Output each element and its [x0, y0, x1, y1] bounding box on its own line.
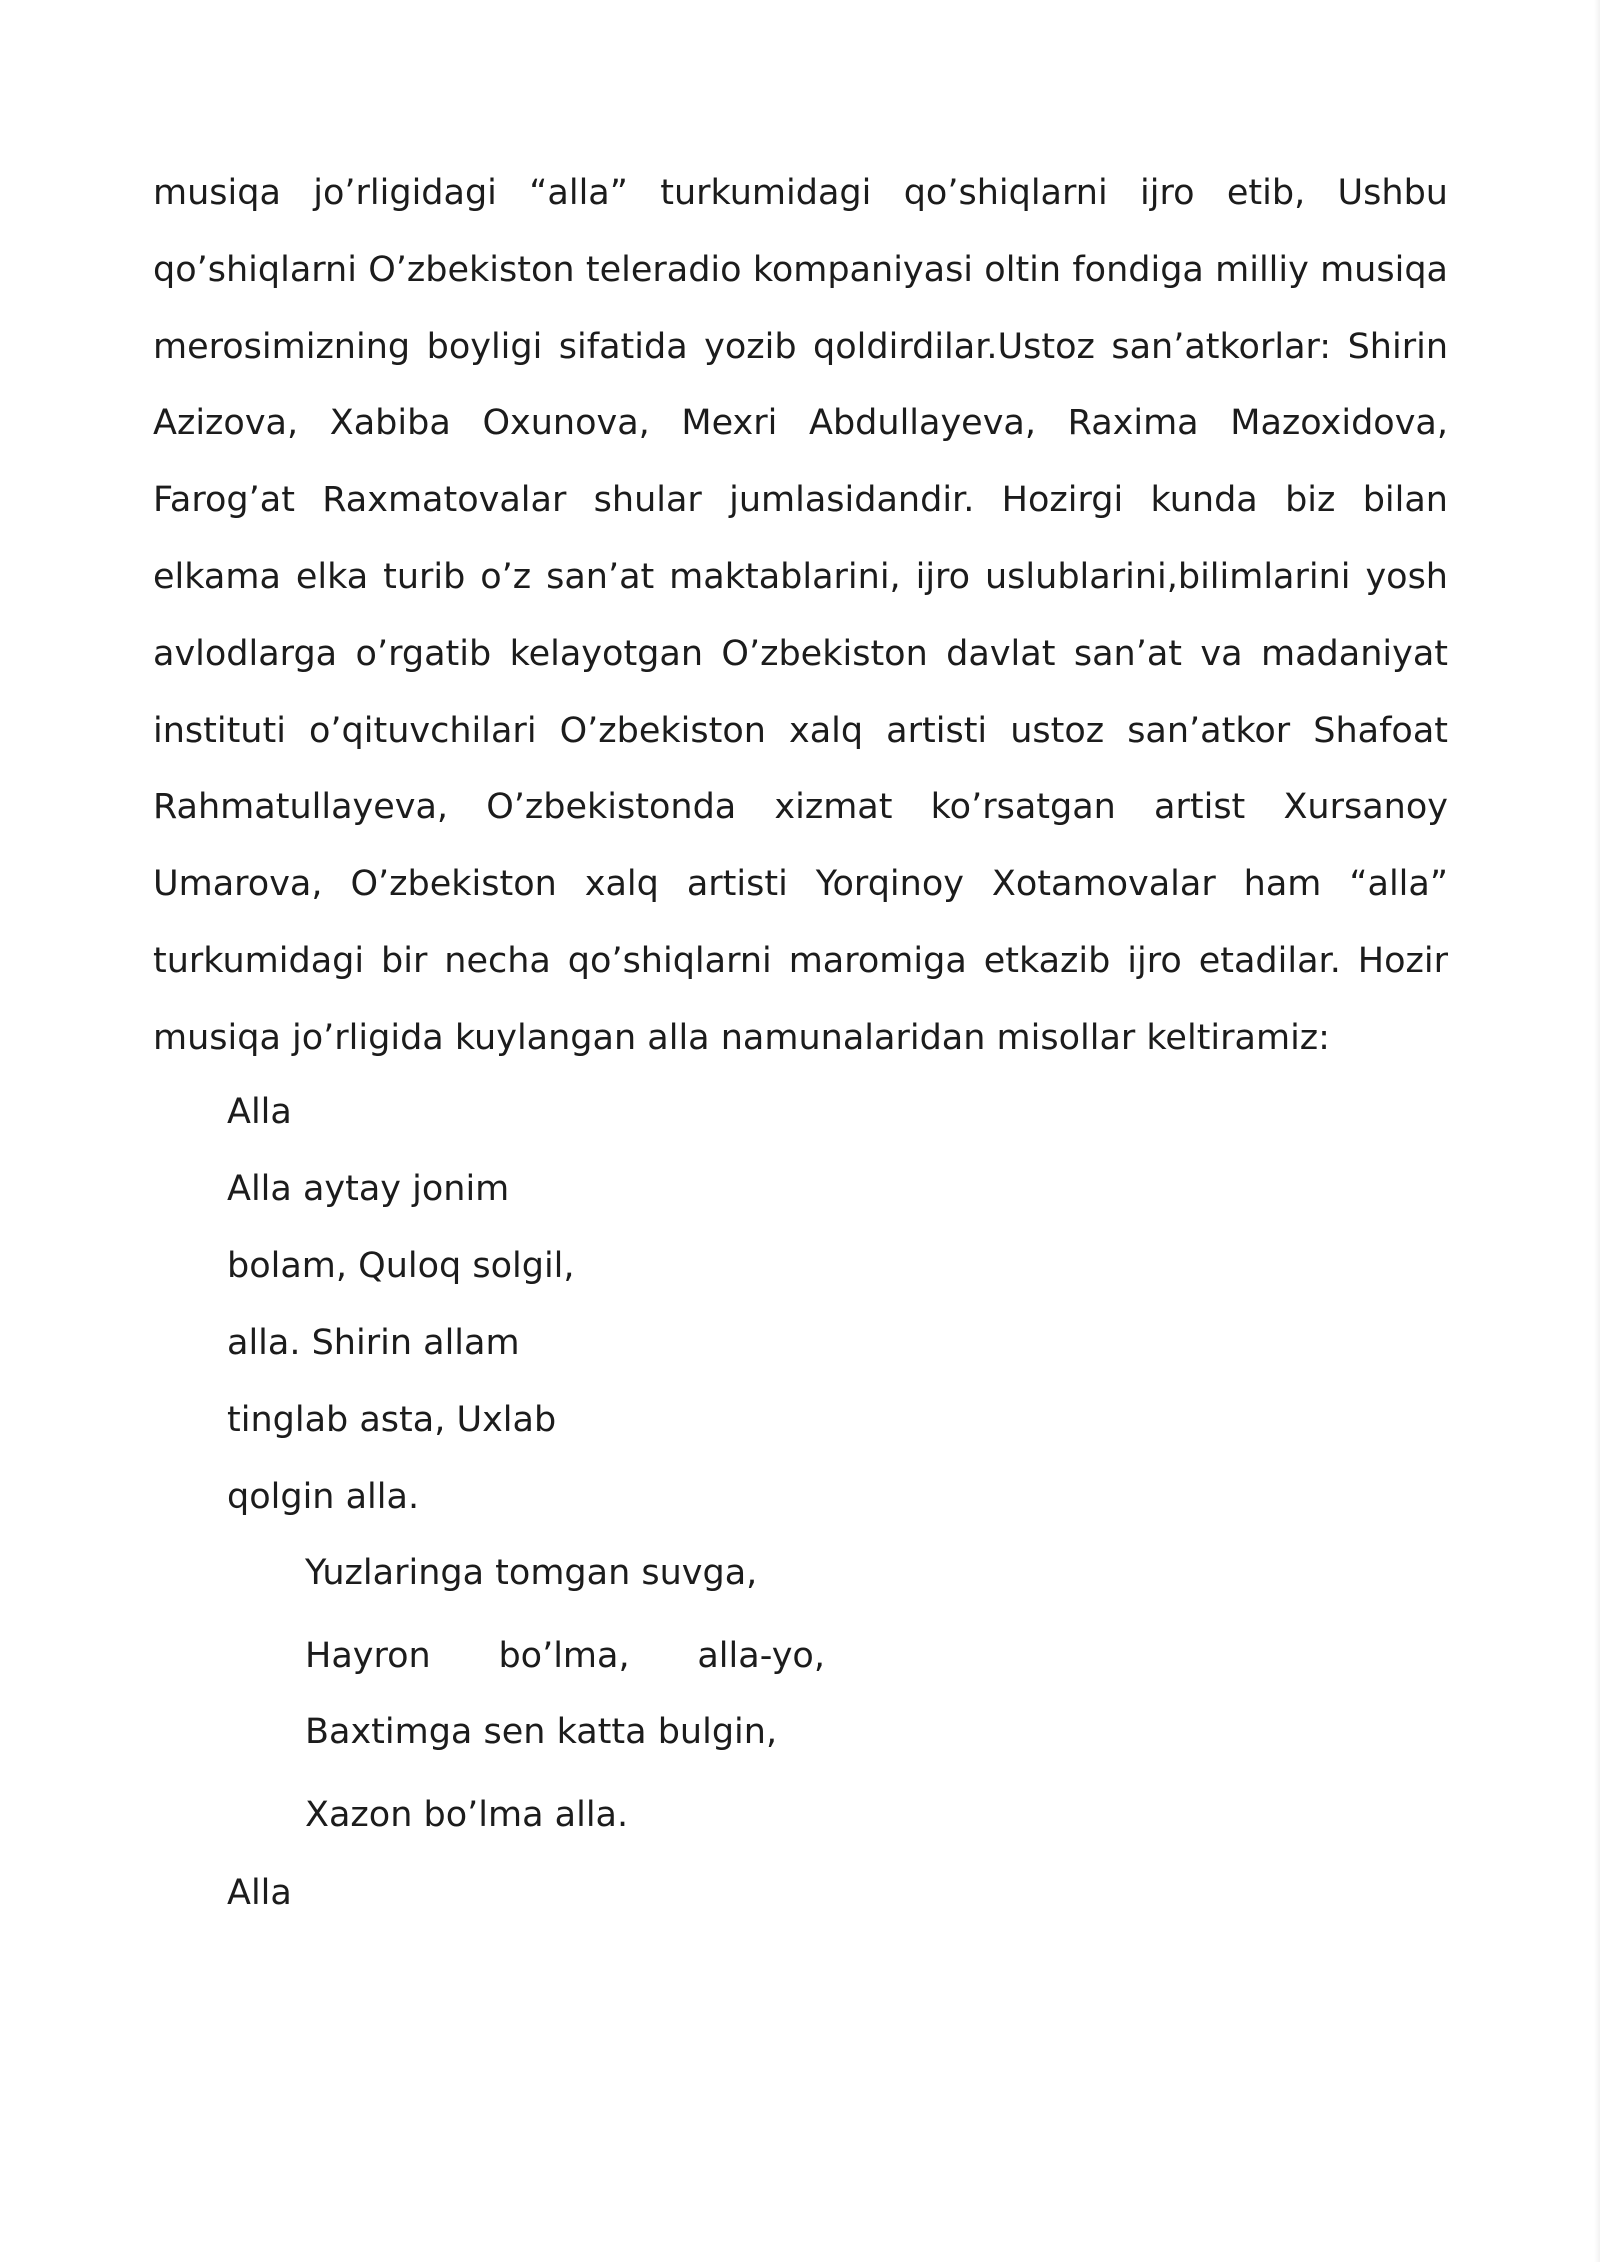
verse-line: Baxtimga sen katta bulgin, — [305, 1712, 778, 1752]
paragraph-line: instituti o’qituvchilari O’zbekiston xalq artisti ustoz san’atkor Shafoat — [153, 710, 1448, 751]
verse-line: alla. Shirin allam — [227, 1323, 520, 1363]
page-edge-shadow — [1594, 0, 1600, 2262]
verse-line: bolam, Quloq solgil, — [227, 1246, 575, 1286]
verse-word: Hayron — [305, 1636, 431, 1676]
verse-line: qolgin alla. — [227, 1477, 420, 1517]
verse-line: tinglab asta, Uxlab — [227, 1400, 557, 1440]
verse-word: bo’lma, — [498, 1636, 630, 1676]
song-closing: Alla — [227, 1873, 292, 1913]
paragraph-line: merosimizning boyligi sifatida yozib qoldirdilar.Ustoz san’atkorlar: Shirin — [153, 326, 1448, 367]
paragraph-line: Farog’at Raxmatovalar shular jumlasidandir. Hozirgi kunda biz bilan — [153, 480, 1448, 521]
paragraph-line: Umarova, O’zbekiston xalq artisti Yorqinoy Xotamovalar ham “alla” — [153, 864, 1448, 905]
paragraph-line: musiqa jo’rligidagi “alla” turkumidagi qo’shiqlarni ijro etib, Ushbu — [153, 173, 1448, 213]
paragraph-line: elkama elka turib o’z san’at maktablarini, ijro uslublarini,bilimlarini yosh — [153, 556, 1448, 597]
song-title: Alla — [227, 1092, 292, 1132]
paragraph-line: qo’shiqlarni O’zbekiston teleradio kompaniyasi oltin fondiga milliy musiqa — [153, 249, 1448, 290]
paragraph-line: turkumidagi bir necha qo’shiqlarni maromiga etkazib ijro etadilar. Hozir — [153, 940, 1448, 981]
paragraph-line: Rahmatullayeva, O’zbekistonda xizmat ko’rsatgan artist Xursanoy — [153, 787, 1448, 828]
paragraph-line: musiqa jo’rligida kuylangan alla namunalaridan misollar keltiramiz: — [153, 1017, 1330, 1058]
verse-line-spread — [305, 1634, 825, 1678]
verse-line: Alla aytay jonim — [227, 1169, 510, 1209]
verse-line: Yuzlaringa tomgan suvga, — [305, 1553, 758, 1593]
verse-word: alla-yo, — [697, 1636, 825, 1676]
verse-line: Xazon bo’lma alla. — [305, 1795, 629, 1835]
body-paragraph — [153, 155, 1448, 1077]
paragraph-line: avlodlarga o’rgatib kelayotgan O’zbekiston davlat san’at va madaniyat — [153, 633, 1448, 674]
paragraph-line: Azizova, Xabiba Oxunova, Mexri Abdullayeva, Raxima Mazoxidova, — [153, 403, 1448, 444]
